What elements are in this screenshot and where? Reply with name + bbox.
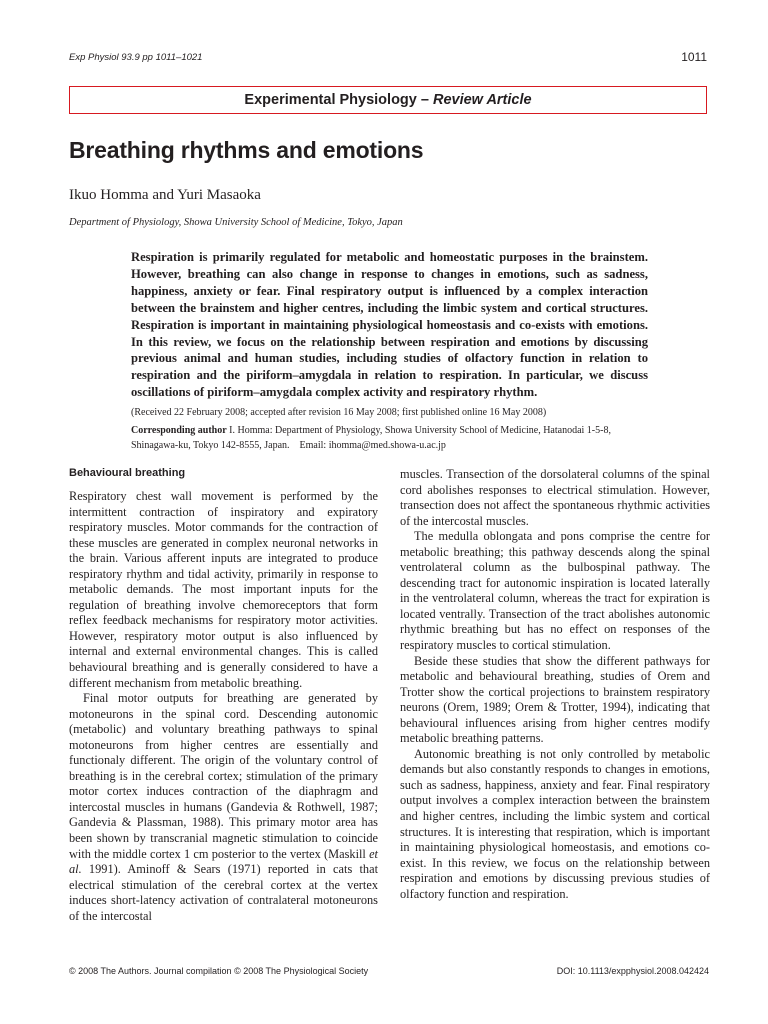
article-title: Breathing rhythms and emotions [69, 137, 424, 163]
abstract: Respiration is primarily regulated for metabolic and homeostatic purposes in the brainstem. However, breathing can also change in response to changes in emotions, such as sadness, happiness, anxiety or fear. Final respiratory output is influenced by a complex interaction between the brainstem and higher centres, including the limbic system and cortical structures. Respiration is important in maintaining physiological homeostasis and co-exists with emotions. In this review, we focus on the relationship between respiration and emotions by discussing previous animal and human studies, including studies of olfactory function in relation to respiration and the piriform–amygdala in relation to respiration. In particular, we discuss oscillations of piriform–amygdala complex activity and respiratory rhythm. [131, 250, 648, 400]
corresponding-author [131, 423, 648, 453]
citation-italic: et al. [69, 846, 378, 877]
journal-banner [69, 86, 707, 114]
left-column [69, 489, 378, 924]
paragraph: Autonomic breathing is not only controlled by metabolic demands but also constantly responds to changes in emotions, such as sadness, happiness, anxiety and fear. Final respiratory output involves a complex interaction between the brainstem and higher centres, including the limbic system and cortical structures. It is interesting that respiration, which is important in maintaining physiological homeostasis, and emotions co-exist. In this review, we focus on the relationship between respiration and emotions by discussing previous studies of olfactory function and respiration. [400, 746, 710, 901]
article-type: Review Article [432, 92, 532, 108]
footer-copyright: © 2008 The Authors. Journal compilation © 2008 The Physiological Society [69, 966, 369, 976]
received-dates: (Received 22 February 2008; accepted after revision 16 May 2008; first published online 16 May 2008) [131, 407, 547, 418]
running-head: Exp Physiol 93.9 pp 1011–1021 [69, 52, 203, 63]
journal-name: Experimental Physiology [244, 92, 417, 108]
paragraph: muscles. Transection of the dorsolateral columns of the spinal cord abolishes responses to electrical stimulation. However, transection does not affect the spontaneous rhythmic activities of the intercostal muscles. [400, 467, 710, 528]
footer-doi: DOI: 10.1113/expphysiol.2008.042424 [556, 966, 709, 976]
section-heading: Behavioural breathing [69, 467, 186, 479]
paragraph: Respiratory chest wall movement is performed by the intermittent contraction of inspiratory and expiratory respiratory muscles. Motor commands for the contraction of these muscles are generated in complex neuronal networks in the brain. Various afferent inputs are integrated to produce respiratory rhythm and tidal activity, primarily in response to metabolic demands. The most important inputs for the regulation of breathing involve chemoreceptors that form reflex feedback mechanisms for respiratory motor activities. However, respiratory motor output is also influenced by internal and external environmental changes. This is called behavioural breathing and is generally considered to have a different mechanism from metabolic breathing. [69, 489, 378, 690]
page-number: 1011 [681, 50, 707, 64]
affiliation: Department of Physiology, Showa University School of Medicine, Tokyo, Japan [69, 217, 403, 228]
authors: Ikuo Homma and Yuri Masaoka [69, 187, 261, 203]
paragraph [69, 691, 378, 924]
paragraph: The medulla oblongata and pons comprise the centre for metabolic breathing; this pathway descends along the spinal ventrolateral column as the bulbospinal pathway. The descending tract for autonomic inspiration is located laterally in the ventrolateral column, whereas the tract for expiration is located ventrally. Transection of the tract abolishes autonomic rhythmic breathing but has no effect on responses of the respiratory muscles to cortical stimulation. [400, 529, 710, 653]
paragraph: Beside these studies that show the different pathways for metabolic and behavioural breathing, studies of Orem and Trotter show the cortical projections to brainstem respiratory neurons (Orem, 1989; Orem & Trotter, 1994), indicating that behavioural influences arising from higher centres modify metabolic breathing patterns. [400, 653, 710, 746]
right-column [400, 467, 710, 902]
paragraph-text: 1991). Aminoff & Sears (1971) reported in cats that electrical stimulation of the cerebral cortex at the vertex induces short-latency activation of contralateral motoneurons of the intercostal [69, 862, 378, 923]
paragraph-text: Final motor outputs for breathing are generated by motoneurons in the spinal cord. Descending autonomic (metabolic) and voluntary breathing pathways to spinal motoneurons from higher centres are essentially and functionaly different. The origin of the voluntary control of breathing is in the cerebral cortex; stimulation of the primary motor cortex induces contraction of the diaphragm and intercostal muscles in humans (Gandevia & Rothwell, 1987; Gandevia & Plassman, 1988). This primary motor area has been shown by transcranial magnetic stimulation to coincide with the middle cortex 1 cm posterior to the vertex (Maskill [69, 691, 378, 861]
journal-dash: – [416, 92, 433, 108]
corresponding-label: Corresponding author [131, 425, 227, 436]
corresponding-details: I. Homma: Department of Physiology, Showa University School of Medicine, Hatanodai 1-5-8, Shinagawa-ku, Tokyo 142-8555, Japan. Email: ihomma@med.showa-u.ac.jp [131, 425, 614, 451]
